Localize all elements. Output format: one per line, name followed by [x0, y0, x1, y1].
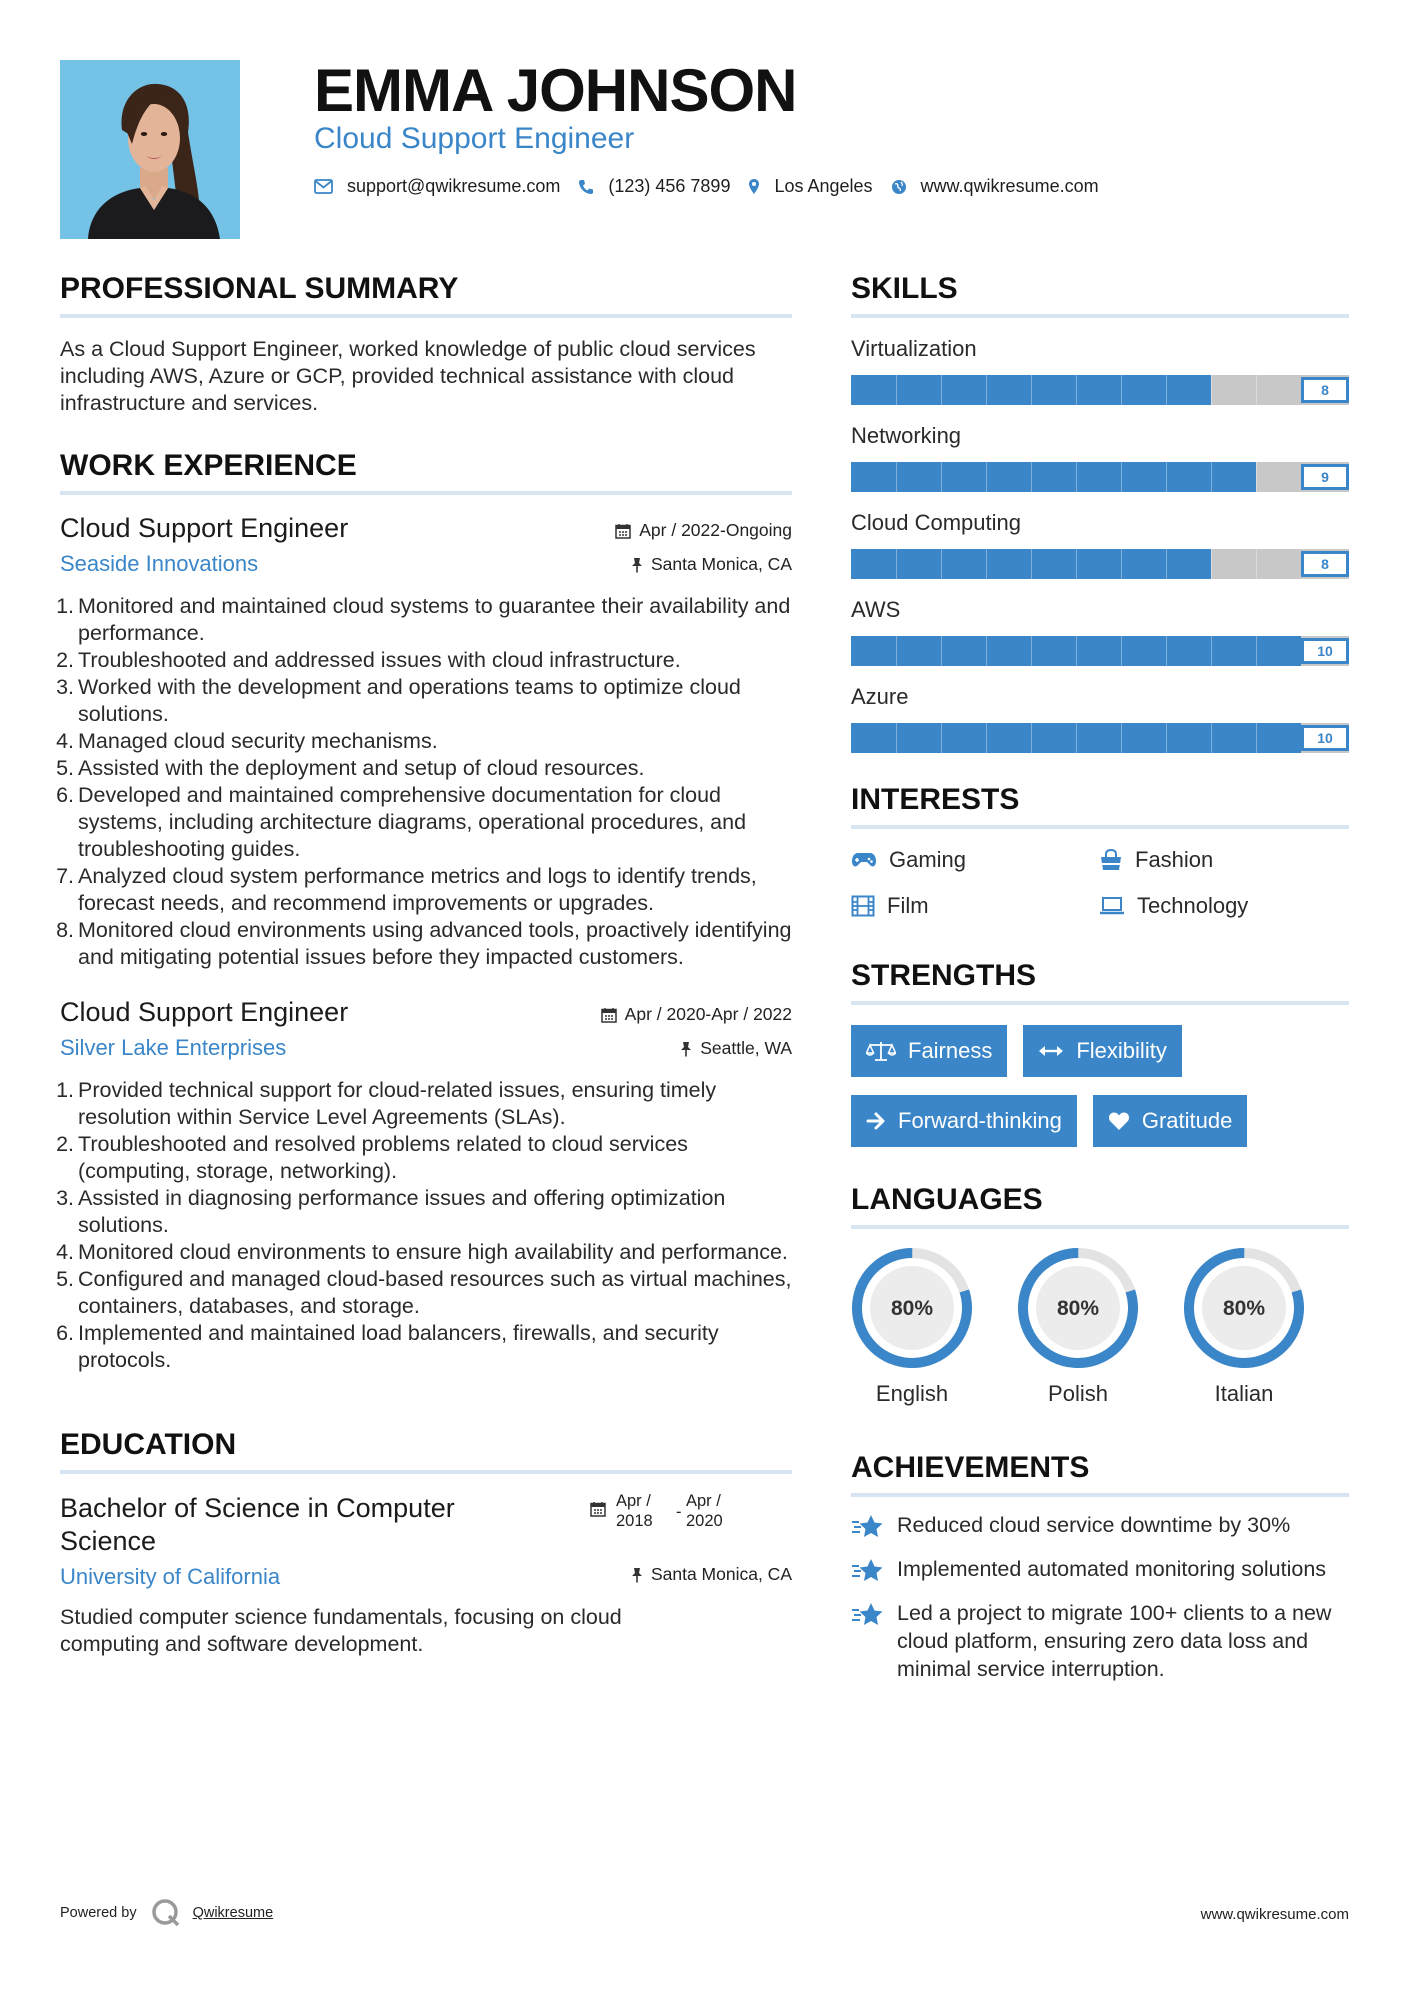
strength-tag [1093, 1095, 1248, 1147]
language-name: Italian [1214, 1381, 1274, 1406]
skill-segment-divider [896, 636, 897, 666]
list-item: 2. Troubleshooted and addressed issues with cloud infrastructure. [56, 648, 681, 672]
date-separator: - [676, 1503, 682, 1521]
skill-segment-divider [896, 723, 897, 753]
job-location [631, 554, 792, 575]
job-entry [56, 513, 792, 971]
skill-segment-divider [1031, 636, 1032, 666]
list-item: 1. Monitored and maintained cloud systems to guarantee their availability and performance. [56, 594, 791, 645]
heart-icon [1108, 1111, 1130, 1131]
skill-segment-divider [1211, 723, 1212, 753]
skill-segment-divider [1166, 549, 1167, 579]
map-marker-icon [748, 178, 760, 195]
strength-label: Forward-thinking [898, 1108, 1062, 1133]
languages-section [851, 1183, 1349, 1407]
list-item: 2. Troubleshooted and resolved problems related to cloud services (computing, storage, networking). [56, 1132, 688, 1183]
education-description: Studied computer science fundamentals, focusing on cloud computing and software development. [60, 1605, 622, 1656]
skill-segment-divider [896, 549, 897, 579]
skill-segment-divider [1166, 375, 1167, 405]
language-ring [1183, 1247, 1305, 1369]
qwikresume-logo-icon [151, 1898, 181, 1928]
strengths-heading: STRENGTHS [851, 959, 1349, 1005]
arrow-right-icon [866, 1112, 886, 1130]
pushpin-icon [680, 1041, 692, 1057]
education-location-text: Santa Monica, CA [650, 1564, 792, 1584]
job-date [615, 520, 792, 541]
skill-segment-divider [1121, 549, 1122, 579]
skill-item [851, 684, 1349, 753]
skill-segment-divider [1076, 462, 1077, 492]
film-icon [851, 895, 875, 917]
summary-text: As a Cloud Support Engineer, worked knowledge of public cloud services including AWS, Azure or GCP, provided technical assistance with cloud infrastructure and services. [60, 337, 756, 415]
skill-segment-divider [941, 375, 942, 405]
achievements-list [851, 1511, 1349, 1683]
language-ring [1017, 1247, 1139, 1369]
job-title: Cloud Support Engineer [60, 513, 349, 543]
skill-value: 10 [1301, 725, 1349, 751]
language-percent: 80% [1222, 1297, 1266, 1320]
language-item [851, 1247, 1017, 1407]
left-column [56, 272, 792, 1658]
skill-value: 10 [1301, 638, 1349, 664]
skill-segment-divider [1211, 636, 1212, 666]
skill-segment-divider [1166, 462, 1167, 492]
interest-item [851, 893, 1099, 919]
contact-email-text: support@qwikresume.com [347, 176, 561, 196]
skill-segment-divider [1256, 375, 1257, 405]
skill-value: 8 [1301, 377, 1349, 403]
contact-website[interactable] [891, 176, 1099, 197]
phone-icon [578, 179, 594, 195]
achievements-heading: ACHIEVEMENTS [851, 1451, 1349, 1497]
skill-segment-divider [941, 462, 942, 492]
skill-segment-divider [1121, 375, 1122, 405]
skill-segment-divider [896, 462, 897, 492]
job-date [601, 1004, 792, 1025]
strengths-list [851, 1025, 1349, 1147]
envelope-icon [314, 179, 333, 194]
list-item: 6. Developed and maintained comprehensive documentation for cloud systems, including architecture diagrams, operational procedures, and troubleshooting guides. [56, 783, 747, 861]
skills-list [851, 336, 1349, 753]
education-heading: EDUCATION [60, 1428, 792, 1474]
achievements-section [851, 1451, 1349, 1683]
education-date-end: Apr / 2020 [686, 1492, 723, 1530]
skill-segment-divider [1031, 375, 1032, 405]
skill-item [851, 423, 1349, 492]
candidate-title: Cloud Support Engineer [314, 122, 635, 155]
language-percent: 80% [1056, 1297, 1100, 1320]
skill-segment-divider [986, 375, 987, 405]
skill-segment-divider [1256, 549, 1257, 579]
experience-section [56, 449, 792, 1374]
footer-website[interactable]: www.qwikresume.com [1200, 1906, 1349, 1923]
pushpin-icon [631, 1567, 643, 1583]
pushpin-icon [631, 557, 643, 573]
job-entry [56, 997, 792, 1374]
languages-heading: LANGUAGES [851, 1183, 1349, 1229]
skill-segment-divider [1121, 462, 1122, 492]
contact-phone[interactable] [578, 176, 730, 197]
globe-icon [891, 179, 907, 195]
skill-segment-divider [986, 549, 987, 579]
skill-bar [851, 375, 1349, 405]
list-item: 5. Configured and managed cloud-based resources such as virtual machines, containers, databases, and storage. [56, 1267, 792, 1318]
skill-segment-divider [1211, 375, 1212, 405]
skill-segment-divider [1121, 723, 1122, 753]
skill-segment-divider [986, 636, 987, 666]
calendar-icon [615, 523, 631, 539]
contact-location [748, 176, 872, 197]
skill-bar [851, 462, 1349, 492]
skill-item [851, 510, 1349, 579]
contact-bar [314, 176, 1117, 197]
job-company: Silver Lake Enterprises [60, 1035, 287, 1060]
skill-segment-divider [986, 462, 987, 492]
skill-segment-divider [1031, 549, 1032, 579]
skill-name: Networking [851, 423, 962, 448]
skill-segment-divider [896, 375, 897, 405]
strength-label: Flexibility [1076, 1038, 1167, 1063]
skill-bar [851, 723, 1349, 753]
profile-photo [60, 60, 240, 239]
strength-label: Gratitude [1141, 1108, 1233, 1133]
interest-label: Technology [1137, 893, 1249, 918]
qwikresume-link[interactable]: Qwikresume [192, 1905, 274, 1921]
interest-item [851, 847, 1099, 873]
skill-segment-divider [1121, 636, 1122, 666]
contact-phone-text: (123) 456 7899 [608, 176, 731, 196]
education-entry [60, 1492, 792, 1658]
skill-segment-divider [941, 549, 942, 579]
language-ring [851, 1247, 973, 1369]
star-icon [851, 1557, 885, 1585]
experience-heading: WORK EXPERIENCE [60, 449, 792, 495]
skill-segment-divider [1076, 549, 1077, 579]
skill-name: AWS [851, 597, 901, 622]
education-date-start: Apr / 2018 [616, 1492, 653, 1530]
education-dates [590, 1491, 746, 1531]
skill-fill [851, 462, 1256, 492]
skill-segment-divider [986, 723, 987, 753]
gamepad-icon [851, 851, 877, 869]
interests-list [851, 847, 1349, 919]
job-duties-list [56, 593, 792, 971]
interest-label: Film [887, 893, 929, 918]
skill-value: 8 [1301, 551, 1349, 577]
degree-title: Bachelor of Science in Computer Science [60, 1493, 455, 1556]
list-item: 4. Monitored cloud environments to ensure high availability and performance. [56, 1240, 788, 1264]
skill-name: Cloud Computing [851, 510, 1021, 535]
list-item: 5. Assisted with the deployment and setup of cloud resources. [56, 756, 645, 780]
powered-by-text: Powered by [60, 1905, 137, 1921]
strength-tag [851, 1025, 1007, 1077]
interest-item [1099, 847, 1347, 873]
double-arrow-icon [1038, 1044, 1064, 1058]
achievement-item [851, 1555, 1349, 1585]
right-column [851, 272, 1349, 1683]
skill-segment-divider [1211, 462, 1212, 492]
job-company: Seaside Innovations [60, 551, 259, 576]
job-title: Cloud Support Engineer [60, 997, 349, 1027]
star-icon [851, 1601, 885, 1629]
job-duties-list [56, 1077, 792, 1374]
strength-tag [851, 1095, 1077, 1147]
skill-segment-divider [1031, 462, 1032, 492]
education-section [60, 1428, 792, 1658]
footer-powered-by [60, 1898, 273, 1928]
skill-segment-divider [1256, 723, 1257, 753]
skill-segment-divider [1211, 549, 1212, 579]
strengths-section [851, 959, 1349, 1147]
skill-segment-divider [1076, 636, 1077, 666]
achievement-text: Reduced cloud service downtime by 30% [897, 1513, 1291, 1537]
achievement-text: Implemented automated monitoring solutions [897, 1557, 1327, 1581]
list-item: 1. Provided technical support for cloud-related issues, ensuring timely resolution within Service Level Agreements (SLAs). [56, 1078, 717, 1129]
skills-section [851, 272, 1349, 753]
language-name: Polish [1048, 1381, 1108, 1406]
skill-segment-divider [1166, 723, 1167, 753]
skills-heading: SKILLS [851, 272, 1349, 318]
list-item: 3. Worked with the development and operations teams to optimize cloud solutions. [56, 675, 741, 726]
list-item: 7. Analyzed cloud system performance metrics and logs to identify trends, forecast needs, and recommend improvements or upgrades. [56, 864, 757, 915]
job-date-text: Apr / 2022-Ongoing [639, 520, 792, 540]
calendar-icon [590, 1501, 606, 1517]
bag-icon [1099, 849, 1123, 871]
job-location-text: Seattle, WA [700, 1038, 792, 1058]
interest-label: Gaming [889, 847, 967, 872]
summary-section [60, 272, 792, 417]
contact-website-text: www.qwikresume.com [920, 176, 1099, 196]
achievement-text: Led a project to migrate 100+ clients to a new cloud platform, ensuring zero data loss and minimal service interruption. [897, 1601, 1332, 1681]
skill-segment-divider [1166, 636, 1167, 666]
interest-item [1099, 893, 1347, 919]
language-item [1017, 1247, 1183, 1407]
summary-heading: PROFESSIONAL SUMMARY [60, 272, 792, 318]
skill-segment-divider [941, 636, 942, 666]
skill-bar [851, 636, 1349, 666]
star-icon [851, 1513, 885, 1541]
skill-name: Azure [851, 684, 909, 709]
balance-scale-icon [866, 1040, 896, 1062]
list-item: 4. Managed cloud security mechanisms. [56, 729, 438, 753]
interests-heading: INTERESTS [851, 783, 1349, 829]
language-percent: 80% [890, 1297, 934, 1320]
candidate-name: EMMA JOHNSON [314, 57, 797, 124]
strength-label: Fairness [908, 1038, 993, 1063]
skill-bar [851, 549, 1349, 579]
list-item: 8. Monitored cloud environments using advanced tools, proactively identifying and mitigating potential issues before they impacted customers. [56, 918, 792, 969]
skill-segment-divider [1256, 462, 1257, 492]
skill-value: 9 [1301, 464, 1349, 490]
achievement-item [851, 1599, 1349, 1683]
skill-segment-divider [1076, 723, 1077, 753]
languages-list [851, 1247, 1349, 1407]
contact-email[interactable] [314, 176, 560, 197]
skill-item [851, 597, 1349, 666]
education-location [631, 1564, 792, 1585]
skill-item [851, 336, 1349, 405]
interests-section [851, 783, 1349, 919]
interest-label: Fashion [1135, 847, 1214, 872]
skill-segment-divider [1031, 723, 1032, 753]
school-name: University of California [60, 1564, 281, 1589]
calendar-icon [601, 1007, 617, 1023]
job-location-text: Santa Monica, CA [650, 554, 792, 574]
list-item: 3. Assisted in diagnosing performance issues and offering optimization solutions. [56, 1186, 726, 1237]
language-name: English [875, 1381, 949, 1406]
job-date-text: Apr / 2020-Apr / 2022 [624, 1004, 792, 1024]
contact-location-text: Los Angeles [774, 176, 873, 196]
achievement-item [851, 1511, 1349, 1541]
skill-segment-divider [941, 723, 942, 753]
skill-segment-divider [1256, 636, 1257, 666]
language-item [1183, 1247, 1349, 1407]
skill-name: Virtualization [851, 336, 977, 361]
laptop-icon [1099, 896, 1125, 916]
job-location [680, 1038, 792, 1059]
strength-tag [1023, 1025, 1181, 1077]
list-item: 6. Implemented and maintained load balancers, firewalls, and security protocols. [56, 1321, 719, 1372]
skill-segment-divider [1076, 375, 1077, 405]
